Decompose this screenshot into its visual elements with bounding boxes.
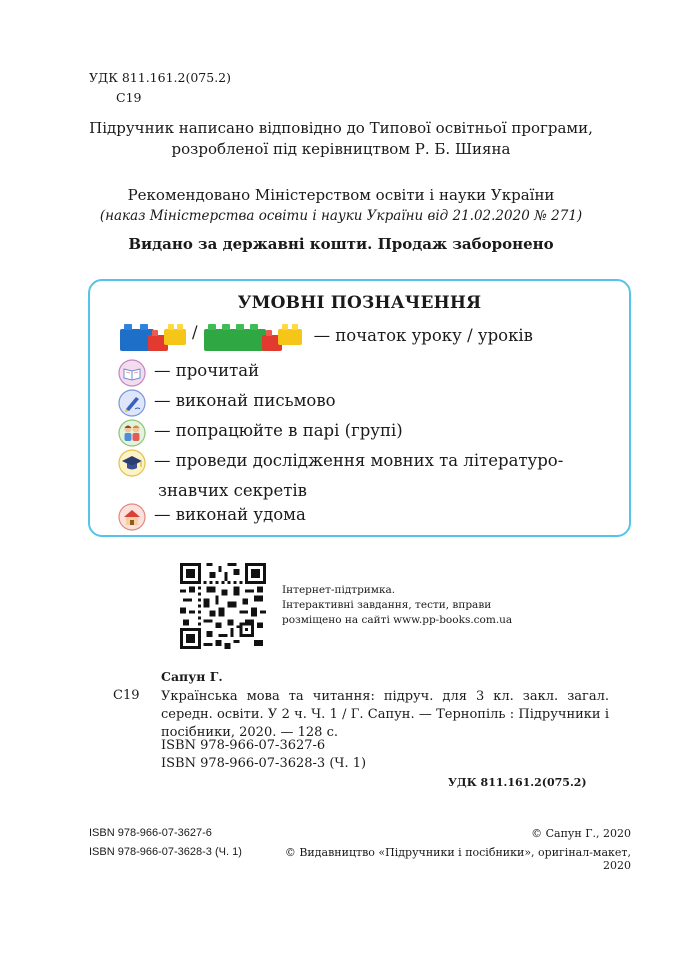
lego-blocks-icon <box>118 321 190 353</box>
recommendation-line: Рекомендовано Міністерством освіти і науки України <box>127 186 555 204</box>
footer-copyright-author: © Сапун Г., 2020 <box>531 827 631 840</box>
bibliography-author: Сапун Г. <box>161 669 223 684</box>
legend-box <box>88 279 631 537</box>
house-icon <box>118 503 146 531</box>
order-line: (наказ Міністерства освіти і науки України від 21.02.2020 № 271) <box>99 208 583 224</box>
intro-line-2: розробленої під керівництвом Р. Б. Шияна <box>171 140 511 158</box>
support-line-2: Інтерактивні завдання, тести, вправи <box>282 599 492 611</box>
legend-text-research-line-2: знавчих секретів <box>158 481 307 500</box>
legend-text-read: — прочитай <box>154 361 260 380</box>
legend-text-research <box>146 449 563 503</box>
udk-code: УДК 811.161.2(075.2) <box>89 70 231 85</box>
catalog-code: С19 <box>116 90 142 105</box>
bibliography-description: Українська мова та читання: підруч. для 3 кл. закл. загал. середн. освіти. У 2 ч. Ч. 1 / Г. Сапун. — Тернопіль : Підручники і посібники, 2020. — 128 с. <box>161 689 609 740</box>
legend-text-write: — виконай письмово <box>154 391 336 410</box>
pen-writing-icon <box>118 389 146 417</box>
footer-isbn-2: ISBN 978-966-07-3628-3 (Ч. 1) <box>89 846 242 858</box>
pair-children-icon <box>118 419 146 447</box>
book-icon <box>118 359 146 387</box>
state-funded-notice: Видано за державні кошти. Продаж заборонено <box>128 235 554 253</box>
bibliography-code: С19 <box>113 688 140 703</box>
qr-code-icon <box>180 563 266 649</box>
bibliography-isbn-1: ISBN 978-966-07-3627-6 <box>161 738 326 753</box>
legend-title: УМОВНІ ПОЗНАЧЕННЯ <box>237 293 482 313</box>
internet-support-text <box>282 583 512 628</box>
footer-isbn-1: ISBN 978-966-07-3627-6 <box>89 827 212 839</box>
legend-separator: / <box>192 323 198 342</box>
legend-item-homework <box>118 503 306 531</box>
footer-copyright-publisher: © Видавництво «Підручники і посібники», оригінал-макет, 2020 <box>284 846 631 872</box>
legend-text-pair-work: — попрацюйте в парі (групі) <box>154 421 403 440</box>
legend-item-read <box>118 359 259 387</box>
intro-line-1: Підручник написано відповідно до Типової освітньої програми, <box>89 119 593 137</box>
support-line-1: Інтернет-підтримка. <box>282 584 396 596</box>
legend-item-lesson-start <box>118 321 533 353</box>
lego-blocks-icon <box>202 321 306 353</box>
legend-text-research-line-1: — проведи дослідження мовних та літературо- <box>154 451 564 470</box>
legend-text-lesson-start: — початок уроку / уроків <box>313 326 533 345</box>
graduation-cap-icon <box>118 449 146 477</box>
legend-item-pair-work <box>118 419 403 447</box>
support-line-3: розміщено на сайті www.pp-books.com.ua <box>282 614 513 626</box>
legend-item-write <box>118 389 336 417</box>
legend-text-homework: — виконай удома <box>154 505 306 524</box>
bibliography-udk: УДК 811.161.2(075.2) <box>448 776 587 789</box>
legend-item-research <box>118 449 563 503</box>
bibliography-isbn-2: ISBN 978-966-07-3628-3 (Ч. 1) <box>161 756 367 771</box>
